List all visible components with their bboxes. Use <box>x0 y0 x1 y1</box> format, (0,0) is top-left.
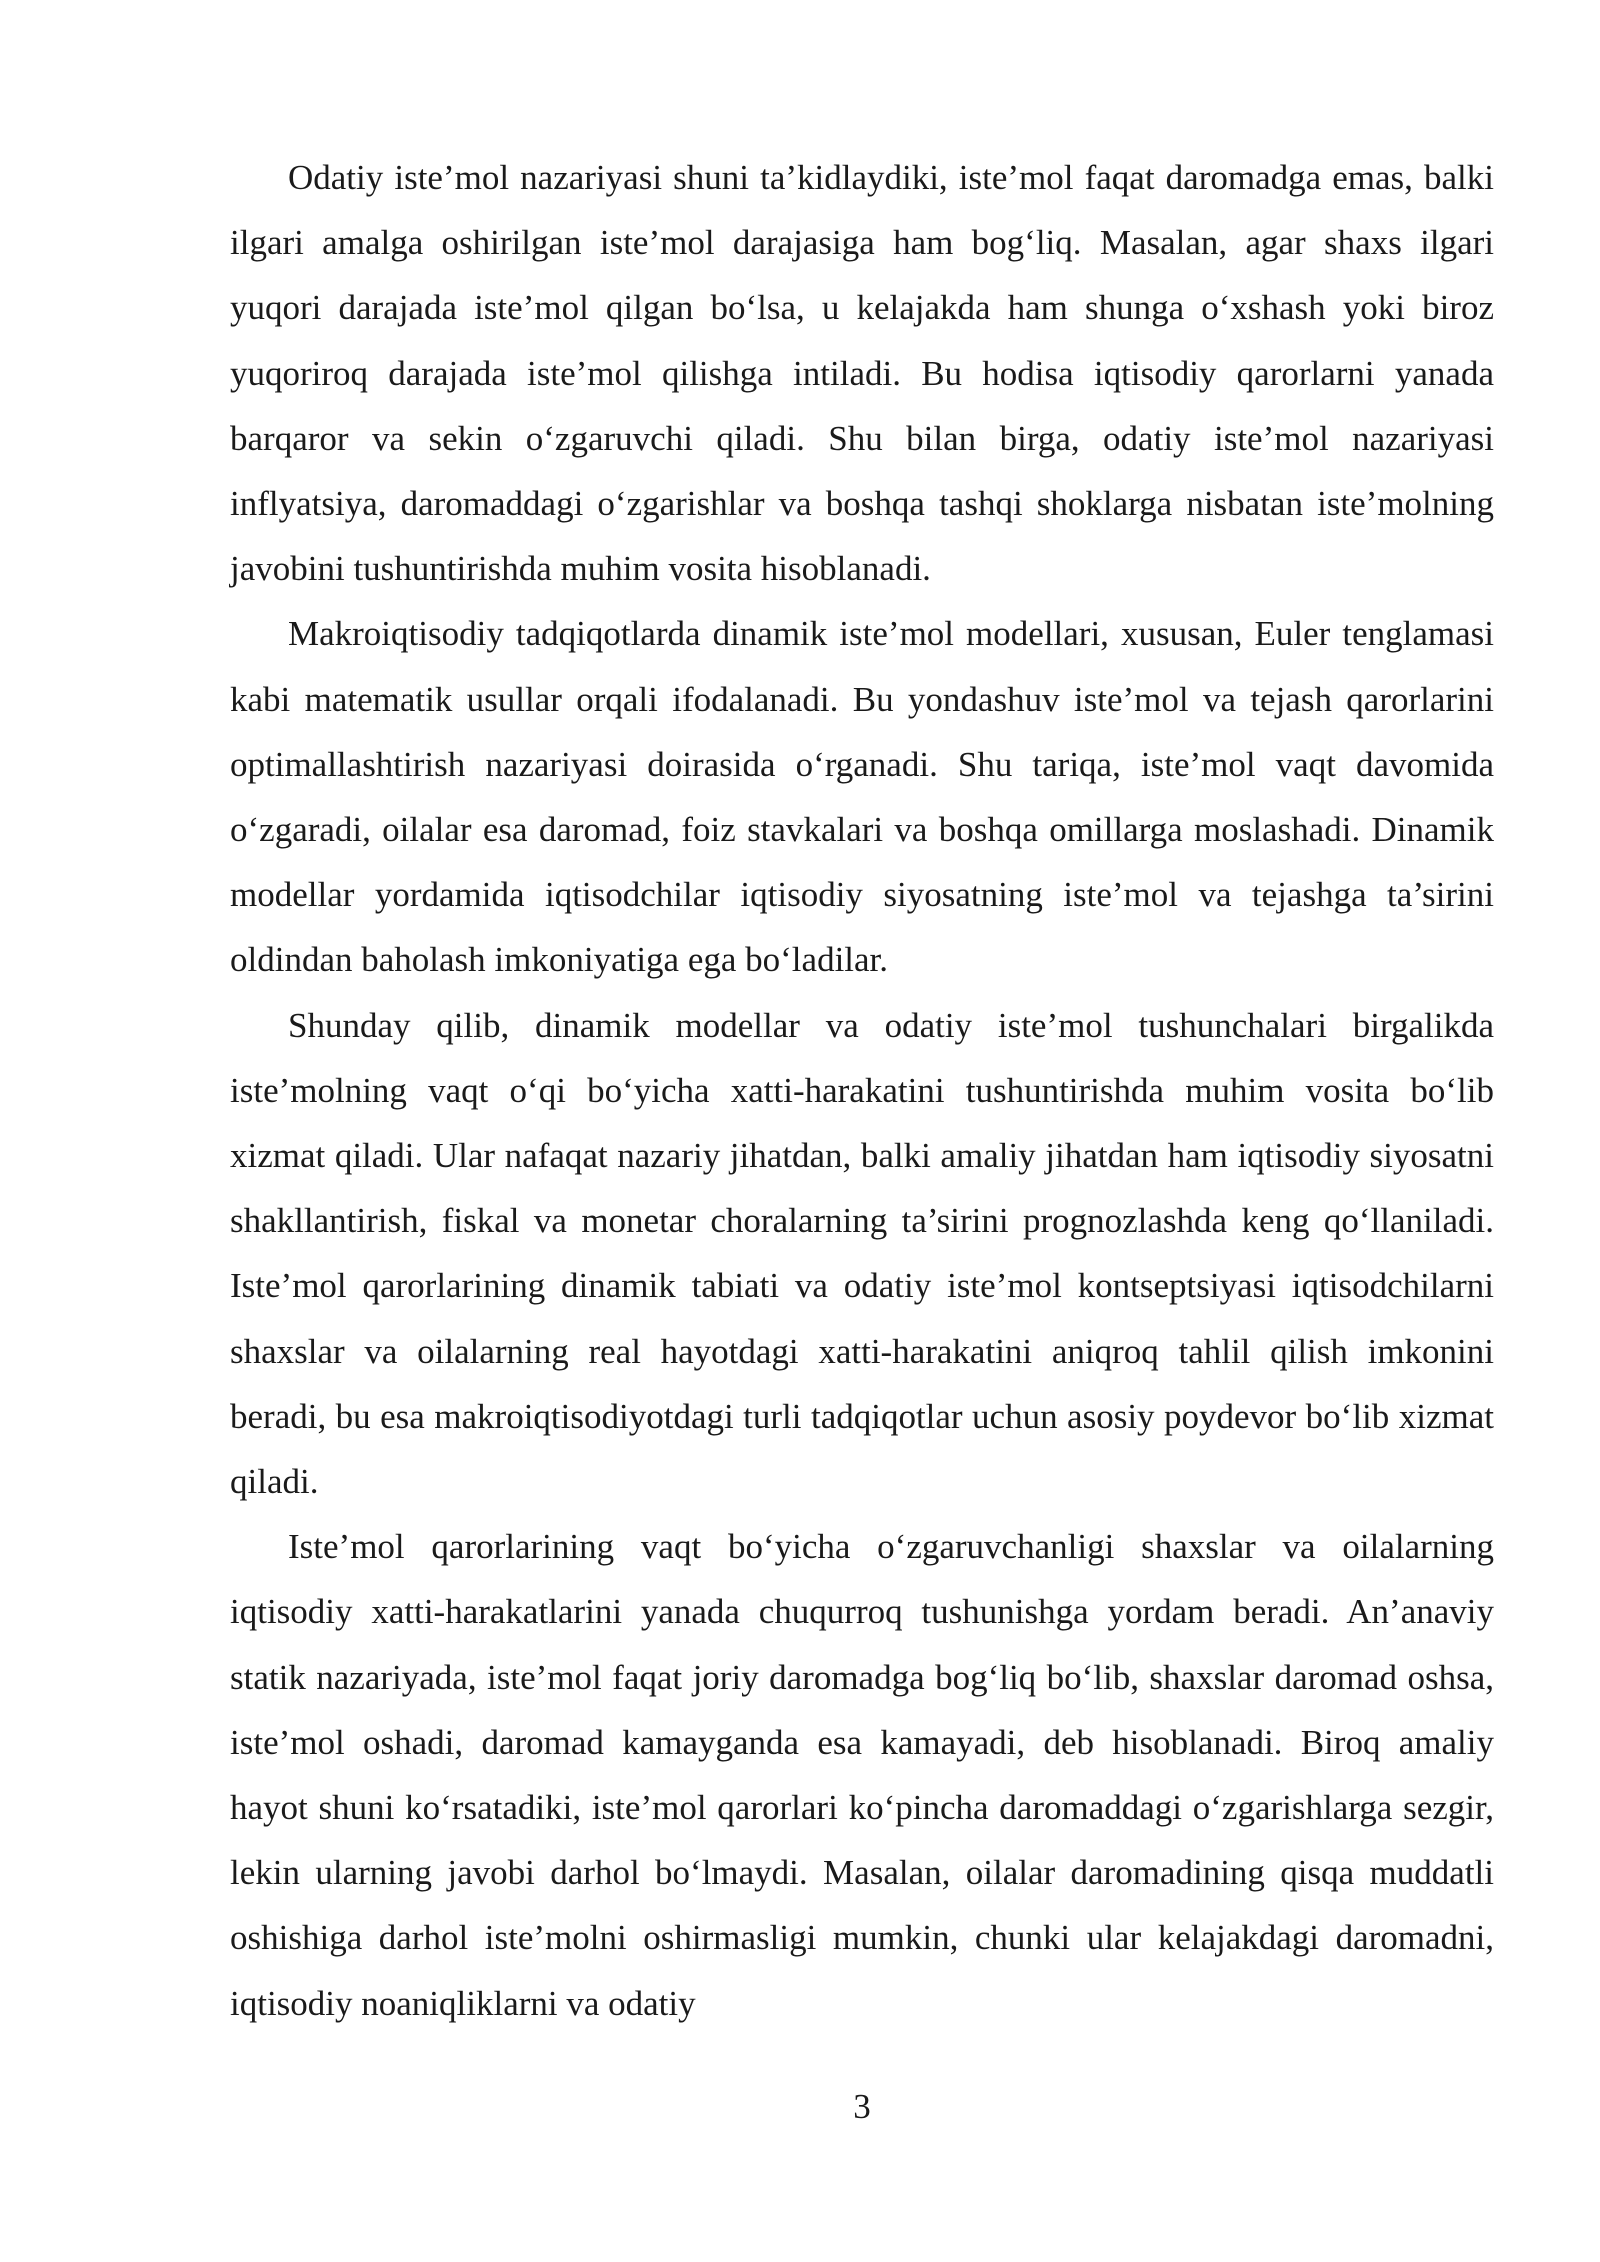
page-body <box>230 145 1494 2036</box>
paragraph-3: Shunday qilib, dinamik modellar va odatiy iste’mol tushunchalari birgalikda iste’molning vaqt o‘qi bo‘yicha xatti-harakatini tushuntirishda muhim vosita bo‘lib xizmat qiladi. Ular nafaqat nazariy jihatdan, balki amaliy jihatdan ham iqtisodiy siyosatni shakllantirish, fiskal va monetar choralarning ta’sirini prognozlashda keng qo‘llaniladi. Iste’mol qarorlarining dinamik tabiati va odatiy iste’mol kontseptsiyasi iqtisodchilarni shaxslar va oilalarning real hayotdagi xatti-harakatini aniqroq tahlil qilish imkonini beradi, bu esa makroiqtisodiyotdagi turli tadqiqotlar uchun asosiy poydevor bo‘lib xizmat qiladi. <box>230 1005 1494 1502</box>
paragraph-2: Makroiqtisodiy tadqiqotlarda dinamik iste’mol modellari, xususan, Euler tenglamasi kabi matematik usullar orqali ifodalanadi. Bu yondashuv iste’mol va tejash qarorlarini optimallashtirish nazariyasi doirasida o‘rganadi. Shu tariqa, iste’mol vaqt davomida o‘zgaradi, oilalar esa daromad, foiz stavkalari va boshqa omillarga moslashadi. Dinamik modellar yordamida iqtisodchilar iqtisodiy siyosatning iste’mol va tejashga ta’sirini oldindan baholash imkoniyatiga ega bo‘ladilar. <box>230 614 1494 980</box>
paragraph-4: Iste’mol qarorlarining vaqt bo‘yicha o‘zgaruvchanligi shaxslar va oilalarning iqtisodiy xatti-harakatlarini yanada chuqurroq tushunishga yordam beradi. An’anaviy statik nazariyada, iste’mol faqat joriy daromadga bog‘liq bo‘lib, shaxslar daromad oshsa, iste’mol oshadi, daromad kamayganda esa kamayadi, deb hisoblanadi. Biroq amaliy hayot shuni ko‘rsatadiki, iste’mol qarorlari ko‘pincha daromaddagi o‘zgarishlarga sezgir, lekin ularning javobi darhol bo‘lmaydi. Masalan, oilalar daromadining qisqa muddatli oshishiga darhol iste’molni oshirmasligi mumkin, chunki ular kelajakdagi daromadni, iqtisodiy noaniqliklarni va odatiy <box>230 1527 1494 2023</box>
paragraph-1: Odatiy iste’mol nazariyasi shuni ta’kidlaydiki, iste’mol faqat daromadga emas, balki ilgari amalga oshirilgan iste’mol darajasiga ham bog‘liq. Masalan, agar shaxs ilgari yuqori darajada iste’mol qilgan bo‘lsa, u kelajakda ham shunga o‘xshash yoki biroz yuqoriroq darajada iste’mol qilishga intiladi. Bu hodisa iqtisodiy qarorlarni yanada barqaror va sekin o‘zgaruvchi qiladi. Shu bilan birga, odatiy iste’mol nazariyasi inflyatsiya, daromaddagi o‘zgarishlar va boshqa tashqi shoklarga nisbatan iste’molning javobini tushuntirishda muhim vosita hisoblanadi. <box>230 158 1494 589</box>
page-number: 3 <box>853 2087 871 2126</box>
